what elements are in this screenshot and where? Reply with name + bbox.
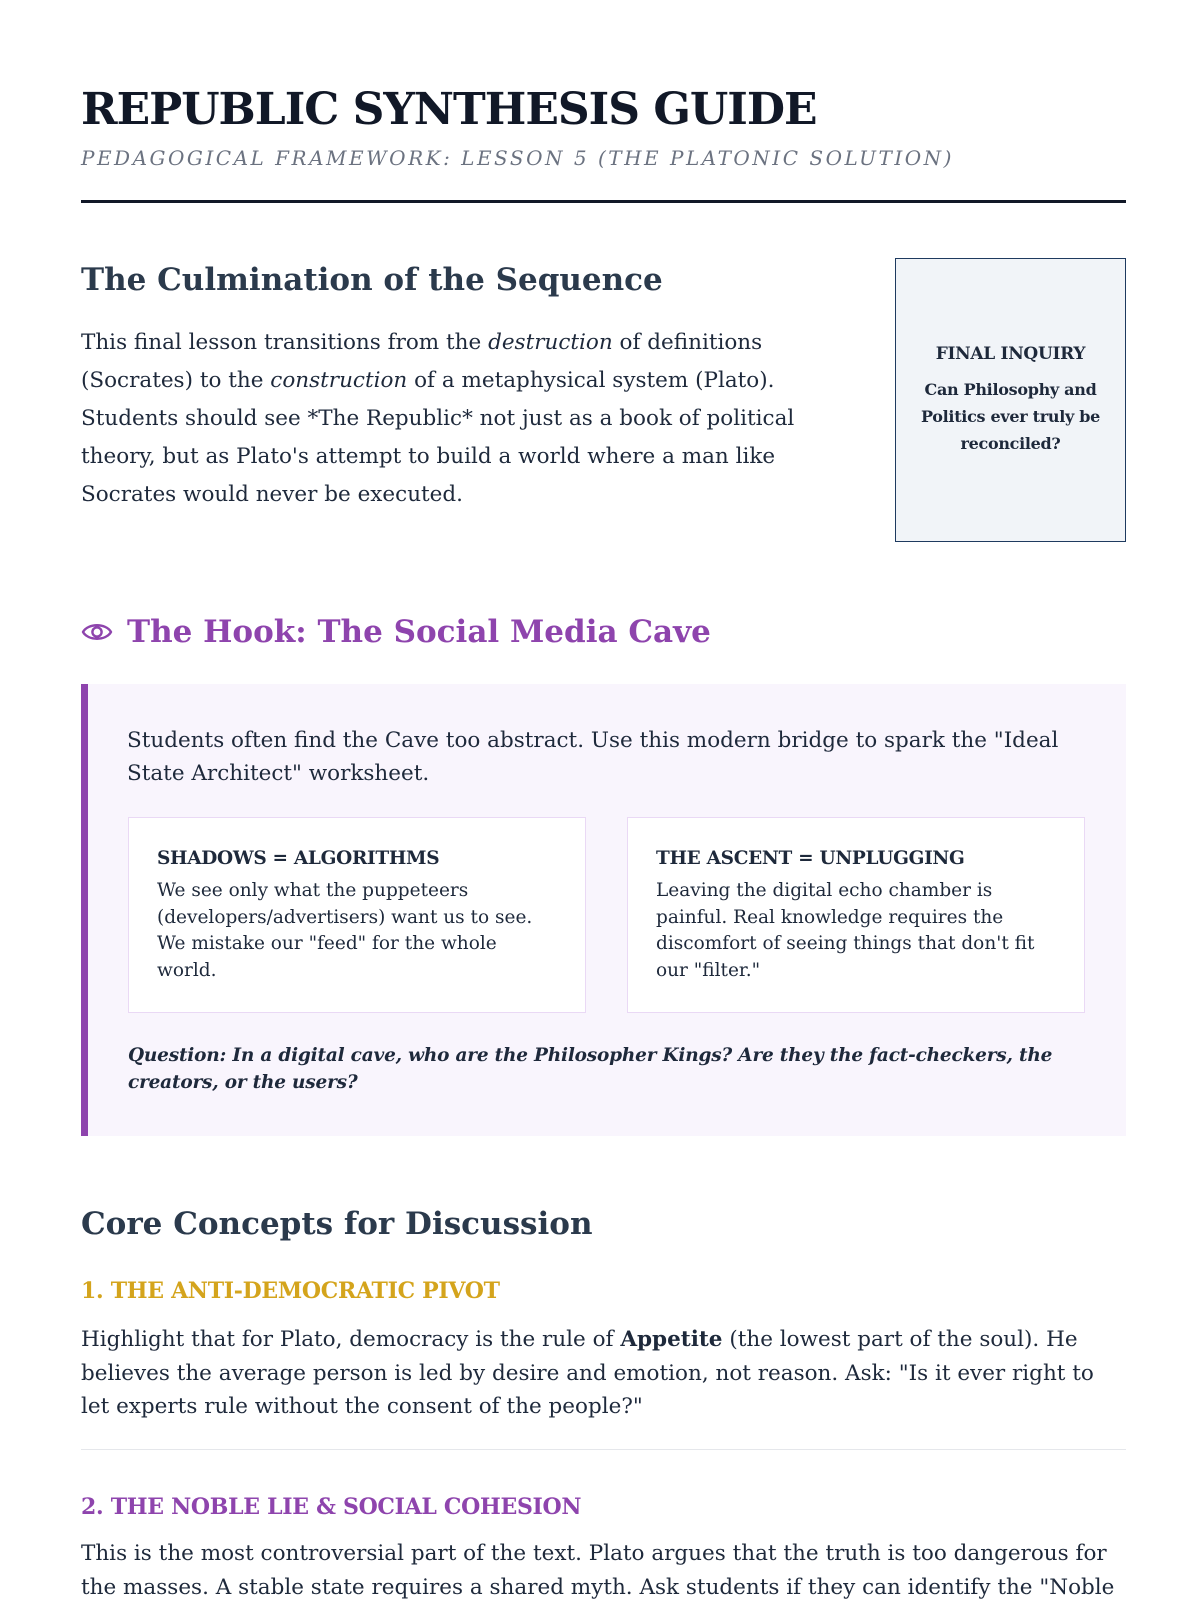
final-inquiry-box — [895, 258, 1126, 542]
hook-intro: Students often find the Cave too abstract. Use this modern bridge to spark the "Ideal State Architect" worksheet. — [127, 728, 1059, 786]
hook-discussion-question: Question: In a digital cave, who are the Philosopher Kings? Are they the fact-checkers, the creators, or the users? — [128, 1045, 1053, 1093]
culmination-text-part: This final lesson transitions from the — [81, 330, 489, 355]
analogy-card-body: Leaving the digital echo chamber is painful. Real knowledge requires the discomfort of seeing things that don't fit our "filter." — [656, 880, 1035, 981]
culmination-text-part: of definitions (Socrates) to the — [81, 330, 763, 393]
concept-text-part: (the lowest part of the soul). He believes the average person is led by desire and emotion, not reason. Ask: "Is it ever right to let experts rule without the consent of the people?" — [81, 1327, 1094, 1419]
concept-paragraph-noble-lie: This is the most controversial part of the text. Plato argues that the truth is too dangerous for the masses. A stable state requires a shared myth. Ask students if they can identify the "Noble — [81, 1541, 1115, 1600]
hook-heading-row — [81, 614, 711, 650]
culmination-heading: The Culmination of the Sequence — [81, 262, 663, 298]
analogy-card-shadows — [128, 817, 586, 1013]
concept-divider — [81, 1449, 1126, 1450]
analogy-card-title: SHADOWS = ALGORITHMS — [157, 848, 440, 869]
hook-heading: The Hook: The Social Media Cave — [127, 614, 711, 650]
culmination-paragraph — [81, 324, 801, 514]
emphasis-construction: construction — [270, 368, 408, 393]
concept-title-anti-democratic: 1. THE ANTI-DEMOCRATIC PIVOT — [81, 1278, 500, 1304]
analogy-card-body: We see only what the puppeteers (developers/advertisers) want us to see. We mistake our "feed" for the whole world. — [157, 880, 533, 981]
final-inquiry-question: Can Philosophy and Politics ever truly be reconciled? — [920, 379, 1101, 453]
core-concepts-heading: Core Concepts for Discussion — [81, 1206, 593, 1242]
analogy-card-ascent — [627, 817, 1085, 1013]
title-divider — [81, 200, 1126, 203]
concept-paragraph-anti-democratic — [81, 1323, 1126, 1424]
document-title: REPUBLIC SYNTHESIS GUIDE — [81, 84, 817, 135]
emphasis-destruction: destruction — [488, 330, 613, 355]
hook-panel — [81, 684, 1126, 1136]
concept-text-part: Highlight that for Plato, democracy is the rule of — [81, 1327, 621, 1352]
emphasis-appetite: Appetite — [620, 1327, 723, 1352]
culmination-text-part: of a metaphysical system (Plato). Students should see *The Republic* not just as a book of political theory, but as Plato's attempt to build a world where a man like Socrates would never be executed. — [81, 368, 795, 507]
final-inquiry-label: FINAL INQUIRY — [935, 343, 1086, 364]
concept-title-noble-lie: 2. THE NOBLE LIE & SOCIAL COHESION — [81, 1494, 582, 1520]
analogy-card-title: THE ASCENT = UNPLUGGING — [656, 848, 965, 869]
eye-icon — [81, 616, 113, 648]
document-subtitle: PEDAGOGICAL FRAMEWORK: LESSON 5 (THE PLATONIC SOLUTION) — [81, 146, 954, 170]
